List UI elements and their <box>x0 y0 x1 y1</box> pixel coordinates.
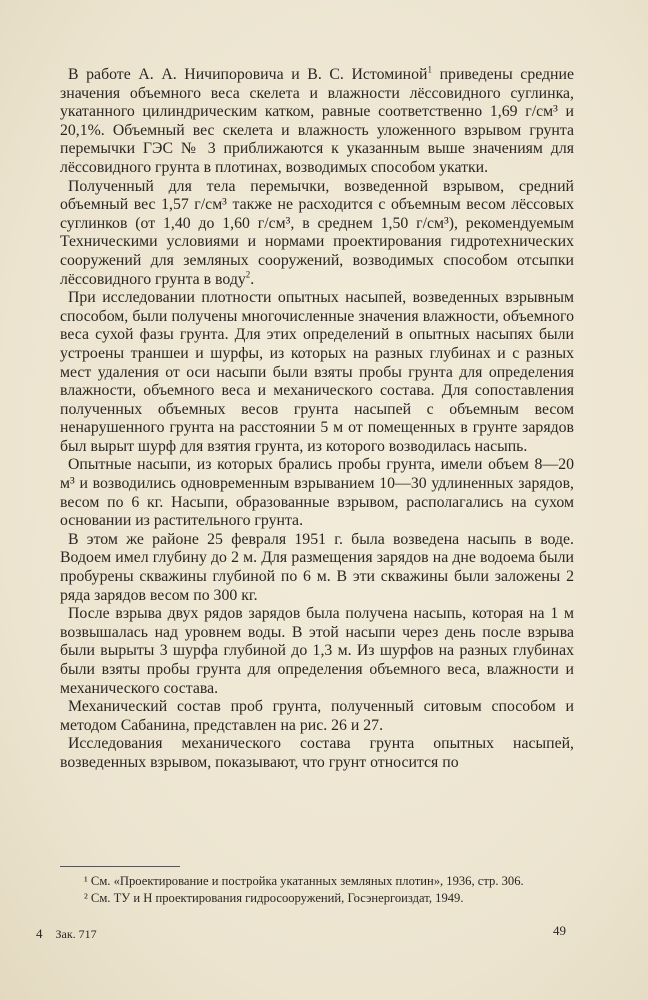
footnote-1: ¹ См. «Проектирование и постройка укатанных земляных плотин», 1936, стр. 306. <box>84 874 524 888</box>
footnotes <box>60 874 574 907</box>
paragraph-3: При исследовании плотности опытных насыпей, возведенных взрывным способом, были получены многочисленные значения влажности, объемного веса сухой фазы грунта. Для этих определений в опытных насыпях были устроены траншеи и шурфы, из которых на разных глубинах и с разных мест удаления от оси насыпи были взяты пробы грунта для определения влажности, объемного веса и механического состава. Для сопоставления полученных объемных весов грунта насыпей с объемным весом ненарушенного грунта на расстоянии 5 м от помещенных в грунте зарядов был вырыт шурф для взятия грунта, из которого возводилась насыпь. <box>60 289 574 455</box>
paragraph-8: Исследования механического состава грунта опытных насыпей, возведенных взрывом, показывают, что грунт относится по <box>60 735 574 771</box>
paragraph-7: Механический состав проб грунта, полученный ситовым способом и методом Сабанина, представлен на рис. 26 и 27. <box>60 698 574 734</box>
signature-number: 4 <box>36 926 43 941</box>
main-text <box>60 66 574 773</box>
paragraph-6: После взрыва двух рядов зарядов была получена насыпь, которая на 1 м возвышалась над уровнем воды. В этой насыпи через день после взрыва были вырыты 3 шурфа глубиной до 1,3 м. Из шурфов на разных глубинах были взяты пробы грунта для определения объемного веса, влажности и механического состава. <box>60 605 574 697</box>
paragraph-4: Опытные насыпи, из которых брались пробы грунта, имели объем 8—20 м³ и возводились одновременным взрыванием 10—30 удлиненных зарядов, весом по 6 кг. Насыпи, образованные взрывом, располагались на сухом основании из растительного грунта. <box>60 456 574 530</box>
paragraph-5: В этом же районе 25 февраля 1951 г. была возведена насыпь в воде. Водоем имел глубину до 2 м. Для размещения зарядов на дне водоема были пробурены скважины глубиной по 6 м. В эти скважины были заложены 2 ряда зарядов весом по 300 кг. <box>60 530 574 604</box>
order-number: Зак. 717 <box>55 927 97 941</box>
page-number: 49 <box>553 923 566 938</box>
printer-mark <box>36 926 97 942</box>
paragraph-2: Полученный для тела перемычки, возведенной взрывом, средний объемный вес 1,57 г/см³ также не расходится с объемным весом лёссовых суглинков (от 1,40 до 1,60 г/см³, в среднем 1,50 г/см³), рекомендуемым Техническими условиями и нормами проектирования гидротехнических сооружений для земляных сооружений, возводимых способом отсыпки лёссовидного грунта в воду$^2$. <box>60 177 574 288</box>
paragraph-1: В работе А. А. Ничипоровича и В. С. Истоминой$^1$ приведены средние значения объемного веса скелета и влажности лёссовидного суглинка, укатанного цилиндрическим катком, равные соответственно 1,69 г/см³ и 20,1%. Объемный вес скелета и влажность уложенного взрывом грунта перемычки ГЭС № 3 приближаются к указанным выше значениям для лёссовидного грунта в плотинах, возводимых способом укатки. <box>60 64 574 176</box>
footnote-2: ² См. ТУ и Н проектирования гидросооружений, Госэнергоиздат, 1949. <box>84 890 464 905</box>
footnote-divider <box>60 866 180 867</box>
